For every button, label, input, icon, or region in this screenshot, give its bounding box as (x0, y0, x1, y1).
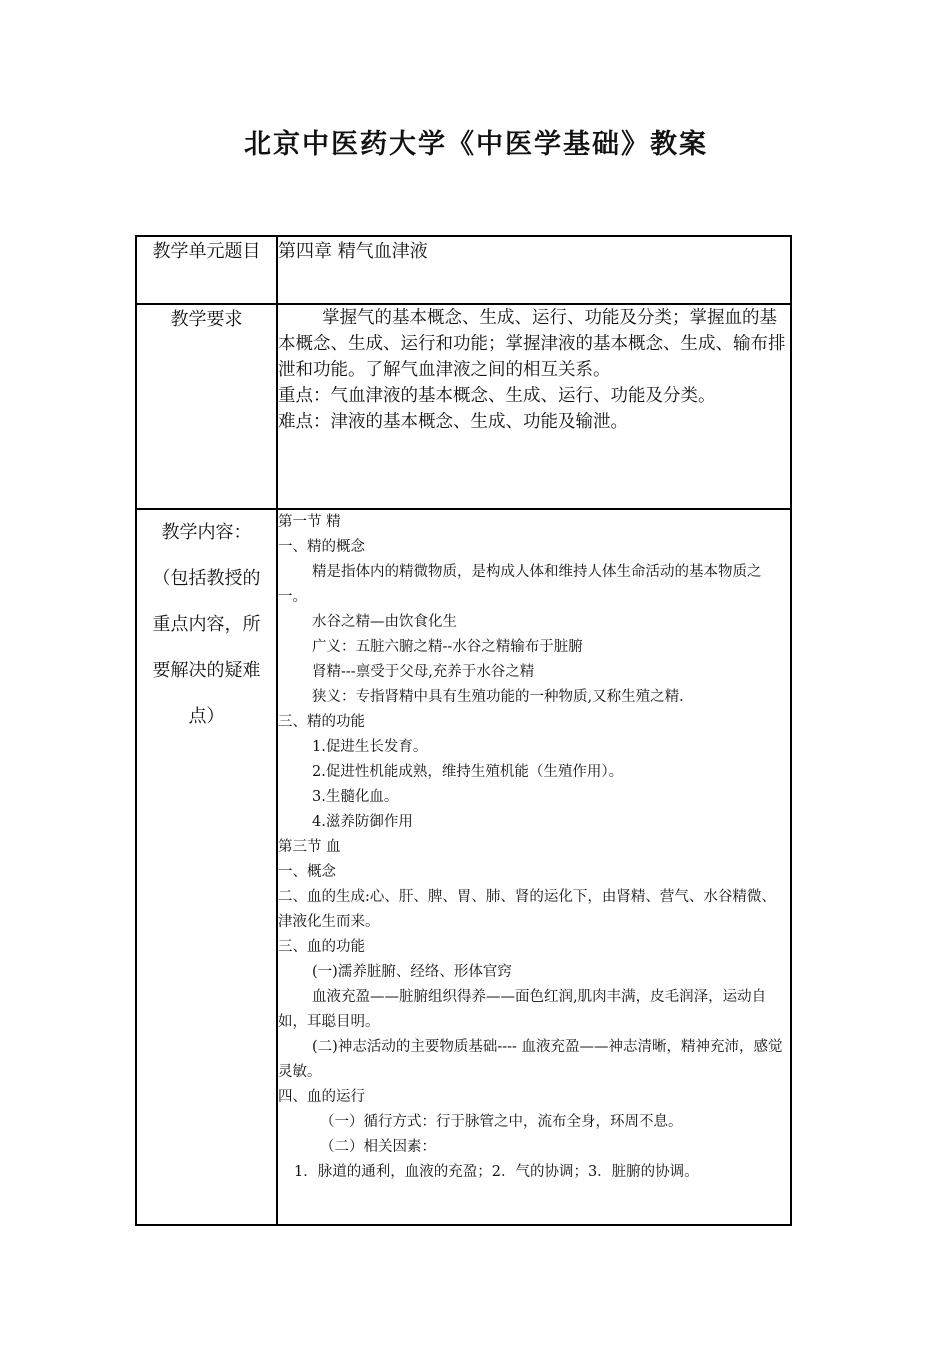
subsection-heading: 一、概念 (278, 864, 336, 880)
content-label-line: 点） (188, 706, 225, 727)
list-item: 2.促进性机能成熟，维持生殖机能（生殖作用）。 (312, 764, 624, 780)
content-line: 肾精---禀受于父母,充养于水谷之精 (312, 664, 535, 680)
subsection-heading: 三、血的功能 (278, 939, 365, 955)
content-paragraph: (二)神志活动的主要物质基础---- 血液充盈——神志清晰，精神充沛，感觉灵敏。 (278, 1039, 783, 1080)
content-row (136, 509, 791, 1225)
content-paragraph: 精是指体内的精微物质，是构成人体和维持人体生命活动的基本物质之一。 (278, 564, 762, 605)
key-points: 重点：气血津液的基本概念、生成、运行、功能及分类。 (278, 386, 716, 406)
subsection-heading: 一、精的概念 (278, 539, 365, 555)
content-line: 1．脉道的通利，血液的充盈；2．气的协调；3．脏腑的协调。 (294, 1164, 699, 1180)
subsection-heading: 三、精的功能 (278, 714, 365, 730)
content-line: 水谷之精—由饮食化生 (312, 614, 457, 630)
content-label (136, 509, 277, 1225)
list-item: 1.促进生长发育。 (312, 739, 428, 755)
content-line: 狭义：专指肾精中具有生殖功能的一种物质,又称生殖之精. (312, 689, 684, 705)
list-item: 3.生髓化血。 (312, 789, 399, 805)
unit-row (136, 236, 791, 304)
unit-label: 教学单元题目 (136, 236, 277, 304)
content-paragraph: 血液充盈——脏腑组织得养——面色红润,肌肉丰满，皮毛润泽，运动自如，耳聪目明。 (278, 989, 767, 1030)
content-line: (一)濡养脏腑、经络、形体官窍 (312, 964, 512, 980)
content-line: 广义：五脏六腑之精--水谷之精输布于脏腑 (312, 639, 583, 655)
content-label-line: 要解决的疑难 (152, 660, 261, 681)
content-label-line: 教学内容： (161, 522, 252, 543)
section-heading: 第一节 精 (278, 514, 341, 530)
content-label-line: 重点内容，所 (152, 614, 261, 635)
content-label-line: （包括教授的 (152, 568, 261, 589)
unit-value: 第四章 精气血津液 (277, 236, 791, 304)
content-paragraph: 二、血的生成:心、肝、脾、胃、肺、肾的运化下，由肾精、营气、水谷精微、津液化生而来。 (278, 889, 776, 930)
subsection-heading: 四、血的运行 (278, 1089, 365, 1105)
difficulties: 难点：津液的基本概念、生成、功能及输泄。 (278, 412, 628, 432)
requirements-cell (277, 304, 791, 509)
requirements-paragraph: 掌握气的基本概念、生成、运行、功能及分类；掌握血的基本概念、生成、运行和功能；掌握津液的基本概念、生成、输布排泄和功能。了解气血津液之间的相互关系。 (278, 308, 786, 380)
content-line: （二）相关因素： (320, 1139, 436, 1155)
document-title: 北京中医药大学《中医学基础》教案 (244, 129, 708, 160)
lesson-plan-table (135, 235, 792, 1226)
content-cell (277, 509, 791, 1225)
requirements-label: 教学要求 (136, 304, 277, 509)
requirements-row (136, 304, 791, 509)
content-line: （一）循行方式：行于脉管之中，流布全身，环周不息。 (320, 1114, 683, 1130)
section-heading: 第三节 血 (278, 839, 341, 855)
list-item: 4.滋养防御作用 (312, 814, 413, 830)
